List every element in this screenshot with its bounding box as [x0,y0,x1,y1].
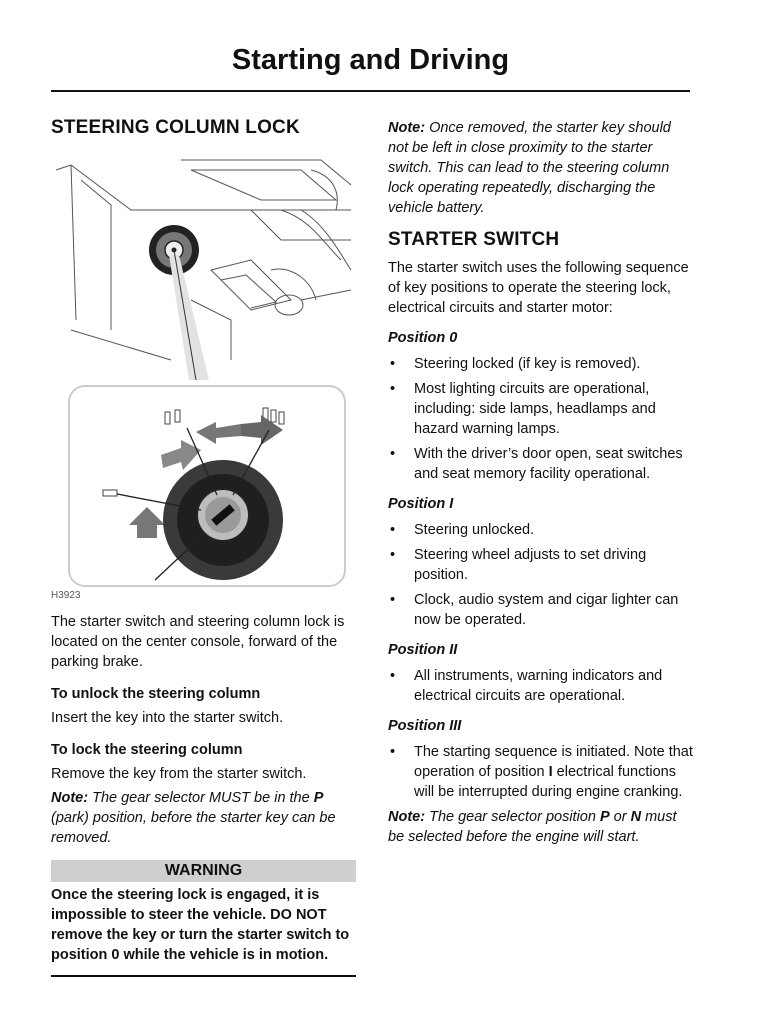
warning-title: WARNING [51,860,356,882]
note-label: Note: [388,809,426,825]
final-note-part1: The gear selector position [425,809,600,825]
unlock-heading: To unlock the steering column [51,686,261,702]
final-note-n: N [630,809,642,825]
list-item: • Steering locked (if key is removed). [388,354,693,374]
title-divider [51,90,690,92]
final-note-p: P [599,809,610,825]
warning-text: Once the steering lock is engaged, it is impossible to steer the vehicle. DO NOT remove the key or turn the starter switch to position 0 while the vehicle is in motion. [51,885,356,977]
list-item: • Most lighting circuits are operational, including: side lamps, headlamps and hazard warning lamps. [388,379,693,439]
starter-intro: The starter switch uses the following sequence of key positions to operate the steering lock, electrical circuits and starter motor: [388,260,689,316]
position-0-heading: Position 0 [388,330,458,346]
lock-text: Remove the key from the starter switch. [51,766,307,782]
note-park-letter: P [313,790,324,806]
position-1-heading: Position I [388,496,454,512]
position-3-list [388,742,693,802]
list-item: • All instruments, warning indicators and electrical circuits are operational. [388,666,693,706]
left-column-text [51,612,356,977]
position-1-list [388,520,693,630]
position-2-heading: Position II [388,642,458,658]
console-illustration [51,150,356,605]
steering-lock-heading: STEERING COLUMN LOCK [51,117,300,138]
final-note-part2: or [609,809,631,825]
list-item [388,742,693,802]
gear-selector-note [51,788,356,848]
unlock-text: Insert the key into the starter switch. [51,710,284,726]
right-column [388,118,693,847]
list-item: • Steering unlocked. [388,520,693,540]
list-item: • Steering wheel adjusts to set driving position. [388,545,693,585]
starter-switch-figure [51,150,356,605]
lock-heading: To lock the steering column [51,742,243,758]
list-item: • Clock, audio system and cigar lighter can now be operated. [388,590,693,630]
position-0-list [388,354,693,484]
pos3-text-a: The starting sequence is initiated. Note that operation of position [414,744,693,780]
gear-position-note [388,807,693,847]
starter-switch-heading: STARTER SWITCH [388,229,560,250]
final-note-part3: must be selected before the engine will start. [388,809,677,845]
note-text-part1: The gear selector MUST be in the [88,790,314,806]
note-label: Note: [51,790,89,806]
note-text: Once removed, the starter key should not be left in close proximity to the starter switch. This can lead to the steering column lock operating repeatedly, discharging the vehicle battery. [388,120,671,216]
pos3-bold: I [548,764,553,780]
note-text-part2: (park) position, before the starter key can be removed. [51,810,336,846]
position-2-list [388,666,693,706]
intro-text: The starter switch and steering column lock is located on the center console, forward of the parking brake. [51,614,345,670]
page-title: Starting and Driving [231,44,510,76]
position-3-heading: Position III [388,718,462,734]
list-item: • With the driver’s door open, seat switches and seat memory facility operational. [388,444,693,484]
key-proximity-note [388,118,693,218]
figure-code: H3923 [51,590,81,601]
note-label: Note: [388,120,426,136]
left-column [51,116,356,140]
pos3-text-b: electrical functions will be interrupted during engine cranking. [414,764,683,800]
